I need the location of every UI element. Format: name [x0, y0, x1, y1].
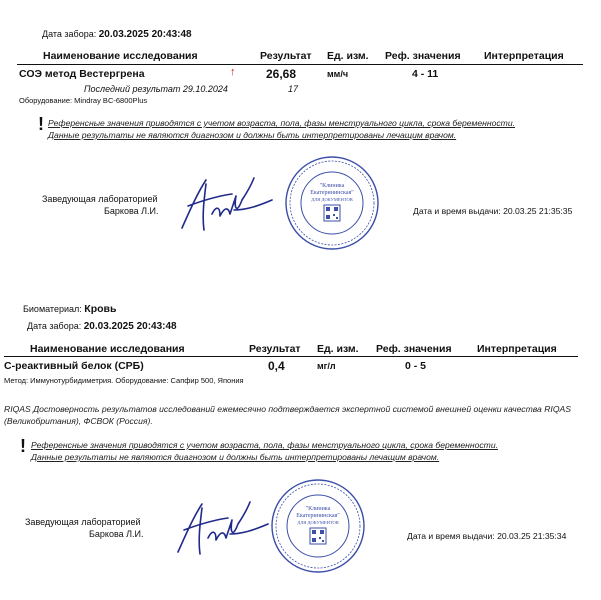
biomaterial-label: Биоматериал: Кровь — [23, 303, 117, 315]
collection-date-label-2: Дата забора: 20.03.2025 20:43:48 — [27, 321, 177, 332]
stamp-line-3-b: ДЛЯ ДОКУМЕНТОВ — [297, 520, 339, 525]
col-header-result: Результат — [260, 50, 312, 62]
col-header-result-2: Результат — [249, 343, 301, 355]
warning-diagnosis-note: Данные результаты не являются диагнозом и должны быть интерпретированы лечащим врачом. — [48, 130, 457, 140]
col-header-name-2: Наименование исследования — [30, 343, 185, 355]
test-result-2: 0,4 — [268, 359, 285, 373]
signature-icon-2 — [170, 494, 280, 564]
test-ref-2: 0 - 5 — [405, 360, 427, 372]
stamp-line-2: Екатерининская" — [310, 190, 354, 196]
col-header-ref: Реф. значения — [385, 50, 461, 62]
header-divider-2 — [4, 356, 578, 357]
warning-icon-2: ! — [20, 436, 26, 456]
issue-datetime-2: Дата и время выдачи: 20.03.25 21:35:34 — [407, 531, 567, 541]
warning-ref-note: Референсные значения приводятся с учетом возраста, пола, фазы менструального цикла, срока беременности. — [48, 118, 515, 128]
head-title: Заведующая лабораторией — [42, 194, 158, 204]
test-unit-2: мг/л — [317, 361, 336, 371]
stamp-icon-2 — [270, 478, 366, 574]
header-divider — [17, 64, 583, 65]
stamp-line-3: ДЛЯ ДОКУМЕНТОВ — [311, 197, 353, 202]
col-header-unit-2: Ед. изм. — [317, 343, 359, 355]
biomaterial-value: Кровь — [84, 303, 117, 315]
issue-datetime: Дата и время выдачи: 20.03.25 21:35:35 — [413, 206, 573, 216]
col-header-unit: Ед. изм. — [327, 50, 369, 62]
signature-icon — [174, 170, 284, 240]
collection-date-label: Дата забора: 20.03.2025 20:43:48 — [42, 29, 192, 40]
head-title-2: Заведующая лабораторией — [25, 517, 141, 527]
equipment: Оборудование: Mindray BC-6800Plus — [19, 96, 148, 105]
riqas-note: RIQAS Достоверность результатов исследований ежемесячно подтверждается экспертной системой внешней оценки качества RIQAS (Великобритания), ФСВОК (Россия). — [4, 404, 571, 426]
stamp-line-1: "Клиника — [319, 183, 345, 189]
head-name-2: Баркова Л.И. — [89, 529, 144, 539]
col-header-name: Наименование исследования — [43, 50, 198, 62]
collection-date-value-2: 20.03.2025 20:43:48 — [83, 321, 177, 332]
stamp-line-1-b: "Клиника — [305, 506, 331, 512]
test-unit: мм/ч — [327, 69, 349, 79]
col-header-interp-2: Интерпретация — [477, 343, 557, 355]
test-result: 26,68 — [266, 67, 297, 81]
test-ref: 4 - 11 — [412, 68, 439, 80]
test-name: СОЭ метод Вестергрена — [19, 68, 145, 80]
stamp-icon — [284, 155, 380, 251]
flag-high-icon: ↑ — [230, 66, 236, 78]
warning-diagnosis-note-2: Данные результаты не являются диагнозом и должны быть интерпретированы лечащим врачом. — [31, 452, 440, 462]
col-header-interp: Интерпретация — [484, 50, 564, 62]
head-name: Баркова Л.И. — [104, 206, 159, 216]
warning-icon: ! — [38, 114, 44, 134]
stamp-line-2-b: Екатерининская" — [296, 513, 340, 519]
warning-ref-note-2: Референсные значения приводятся с учетом возраста, пола, фазы менструального цикла, срока беременности. — [31, 440, 498, 450]
last-result-value: 17 — [288, 84, 299, 94]
collection-date-value: 20.03.2025 20:43:48 — [98, 29, 192, 40]
last-result-label: Последний результат 29.10.2024 — [84, 84, 228, 94]
method: Метод: Иммунотурбидиметрия. Оборудование: Сапфир 500, Япония — [4, 376, 244, 385]
test-name-2: С-реактивный белок (СРБ) — [4, 360, 144, 372]
col-header-ref-2: Реф. значения — [376, 343, 452, 355]
